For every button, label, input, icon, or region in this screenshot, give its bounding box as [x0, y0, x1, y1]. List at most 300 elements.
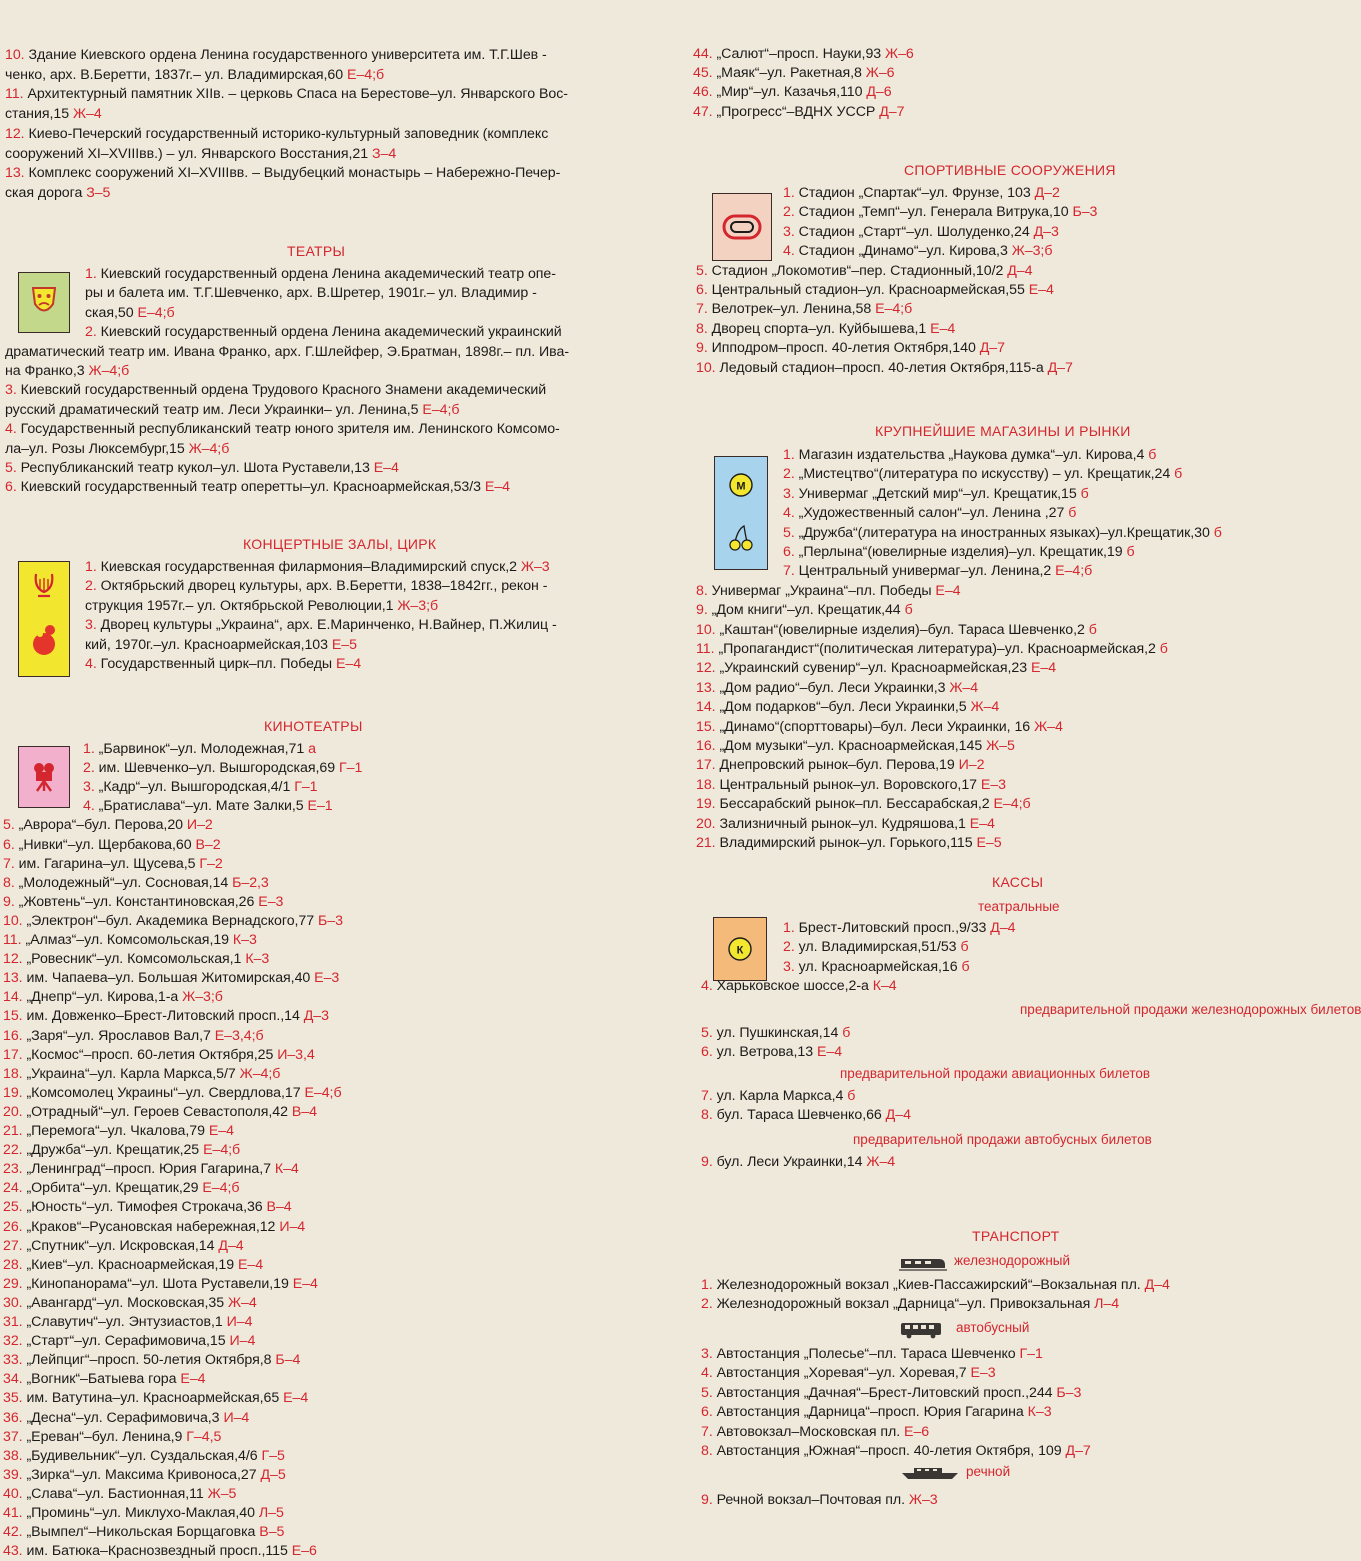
list-item	[3, 1332, 255, 1351]
item-text: „Нивки“–ул. Щербакова,60	[18, 836, 192, 853]
item-text: Харьковское шоссе,2-а	[716, 978, 869, 995]
item-text: Киевский государственный ордена Трудового Красного Знамени академический	[20, 382, 547, 399]
grid-reference: Д–4	[1007, 262, 1033, 279]
transport-sub-river: речной	[966, 1464, 1011, 1479]
list-item	[783, 524, 1222, 543]
grid-reference: Ж–3	[908, 1492, 938, 1508]
item-text: им. Шевченко–ул. Вышгородская,69	[98, 760, 336, 777]
list-item	[696, 679, 978, 698]
grid-reference: Д–3	[303, 1008, 329, 1025]
item-text: драматический театр им. Ивана Франко, арх. Г.Шлейфер, Э.Братман, 1898г.– пл. Ива-	[5, 343, 570, 360]
item-number: 2.	[783, 939, 795, 956]
kassy-sub-air: предварительной продажи авиационных билетов	[840, 1066, 1151, 1081]
grid-reference: Е–4	[816, 1044, 843, 1061]
item-number: 17.	[3, 1046, 23, 1063]
list-item	[3, 836, 221, 855]
item-number: 6.	[696, 282, 708, 298]
list-item	[3, 1256, 263, 1275]
item-text: Стадион „Локомотив“–пер. Стадионный,10/2	[711, 262, 1004, 279]
list-item	[5, 145, 396, 164]
section-title-sports: СПОРТИВНЫЕ СООРУЖЕНИЯ	[904, 162, 1116, 178]
item-text: Автостанция „Хоревая“–ул. Хоревая,7	[716, 1365, 967, 1382]
list-item	[696, 659, 1056, 678]
grid-reference: Е–4;б	[347, 66, 385, 83]
grid-reference: В–4	[291, 1103, 317, 1120]
grid-reference: З–4	[372, 145, 397, 162]
item-number: 35.	[3, 1390, 23, 1407]
grid-reference: Д–4	[990, 920, 1016, 936]
grid-reference: Е–3	[314, 970, 340, 987]
grid-reference: Е–4;б	[203, 1142, 241, 1159]
grid-reference: б	[961, 958, 970, 975]
grid-reference: б	[1159, 641, 1168, 657]
item-text: „Космос“–просп. 60-летия Октября,25	[26, 1046, 274, 1063]
section-title-transport: ТРАНСПОРТ	[972, 1228, 1060, 1244]
list-item	[696, 834, 1002, 853]
item-text: „Славутич“–ул. Энтузиастов,1	[26, 1314, 223, 1330]
section-title-cinemas: КИНОТЕАТРЫ	[264, 718, 363, 734]
item-text: „Братислава“–ул. Мате Залки,5	[98, 798, 304, 815]
grid-reference: Е–5	[976, 835, 1002, 851]
list-item	[85, 655, 361, 674]
list-item	[696, 281, 1054, 300]
item-number: 21.	[3, 1123, 23, 1139]
item-number: 7.	[3, 855, 15, 872]
grid-reference: Е–4	[930, 320, 956, 337]
item-number: 2.	[85, 324, 97, 341]
grid-reference: Д–2	[1034, 185, 1060, 201]
list-item	[3, 1466, 286, 1485]
list-item	[3, 1141, 240, 1160]
grid-reference: Е–1	[307, 798, 333, 815]
item-text: „Перлына“(ювелирные изделия)–ул. Крещатик,19	[798, 544, 1123, 560]
item-number: 11.	[3, 932, 22, 948]
list-item	[3, 1370, 206, 1389]
item-number: 10.	[696, 359, 716, 376]
item-text: им. Гагарина–ул. Щусева,5	[18, 855, 196, 872]
list-item	[696, 262, 1033, 281]
grid-reference: Ж–6	[885, 46, 914, 62]
grid-reference: Ж–4;б	[239, 1065, 281, 1082]
grid-reference: Ж–4	[866, 1154, 896, 1170]
item-text: русский драматический театр им. Леси Украинки– ул. Ленина,5	[5, 401, 419, 418]
grid-reference: В–2	[195, 836, 221, 853]
list-item	[3, 1237, 244, 1256]
list-item	[696, 621, 1097, 640]
item-text: „Электрон“–бул. Академика Вернадского,77	[26, 912, 315, 929]
svg-text:М: М	[736, 480, 746, 493]
item-text: Автостанция „Дарница“–просп. Юрия Гагарина	[716, 1404, 1024, 1421]
item-text: кий, 1970г.–ул. Красноармейская,103	[85, 636, 328, 653]
list-item	[696, 776, 1006, 795]
item-number: 40.	[3, 1485, 23, 1502]
grid-reference: Д–4	[218, 1237, 244, 1254]
item-text: „Дом книги“–ул. Крещатик,44	[711, 602, 901, 619]
list-item	[5, 125, 548, 144]
list-item	[783, 485, 1089, 504]
film-camera-icon	[29, 759, 59, 793]
item-number: 3.	[783, 958, 795, 975]
item-number: 29.	[3, 1275, 23, 1292]
item-text: „Кинопанорама“–ул. Шота Руставели,19	[26, 1275, 289, 1292]
item-text: Магазин издательства „Наукова думка“–ул. Кирова,4	[798, 447, 1145, 463]
grid-reference: б	[847, 1088, 856, 1104]
shops-legend-box	[714, 456, 768, 570]
list-item	[783, 203, 1097, 222]
grid-reference: Е–4;б	[993, 796, 1031, 813]
grid-reference: Б–2,3	[232, 874, 269, 891]
list-item	[693, 64, 895, 83]
item-number: 6.	[3, 836, 15, 853]
item-text: „Спутник“–ул. Искровская,14	[26, 1237, 215, 1254]
item-text: Железнодорожный вокзал „Киев-Пассажирский“–Вокзальная пл.	[716, 1277, 1141, 1293]
list-item	[3, 1065, 280, 1084]
item-number: 4.	[5, 421, 17, 438]
item-number: 3.	[83, 779, 95, 796]
item-text: „Дом музыки“–ул. Красноармейская,145	[719, 738, 983, 754]
grid-reference: В–4	[266, 1199, 292, 1216]
list-item	[696, 359, 1073, 378]
grid-reference: Ж–4	[949, 679, 979, 696]
item-text: Универмаг „Украина“–пл. Победы	[711, 582, 932, 599]
item-text: „Вымпел“–Никольская Борщаговка	[26, 1524, 256, 1541]
grid-reference: Е–5	[331, 636, 357, 653]
item-number: 15.	[696, 718, 716, 735]
item-text: „Киев“–ул. Красноармейская,19	[26, 1256, 235, 1273]
item-number: 6.	[783, 544, 795, 560]
item-text: „Ровесник“–ул. Комсомольская,1	[26, 951, 242, 968]
item-text: „Краков“–Русановская набережная,12	[26, 1218, 276, 1235]
kassy-sub-rail: предварительной продажи железнодорожных билетов	[1020, 1002, 1361, 1017]
item-number: 13.	[3, 970, 23, 987]
item-text: „Зирка“–ул. Максима Кривоноса,27	[26, 1466, 257, 1483]
item-text: „Художественный салон“–ул. Ленина ,27	[798, 505, 1065, 522]
grid-reference: Е–4	[208, 1123, 234, 1139]
list-item	[3, 1160, 299, 1179]
list-item	[783, 184, 1060, 203]
kassy-legend-box	[713, 917, 767, 981]
list-item	[5, 478, 510, 497]
list-item	[3, 874, 269, 893]
list-item	[5, 46, 547, 65]
list-item	[783, 446, 1156, 465]
item-number: 12.	[5, 125, 25, 142]
list-item	[3, 1007, 329, 1026]
item-text: им. Довженко–Брест-Литовский просп.,14	[26, 1008, 300, 1025]
grid-reference: б	[960, 939, 969, 956]
item-number: 25.	[3, 1199, 23, 1216]
item-text: ул. Красноармейская,16	[798, 958, 958, 975]
kassy-sub-bus: предварительной продажи автобусных билетов	[853, 1132, 1152, 1147]
item-text: „Мир“–ул. Казачья,110	[716, 84, 863, 101]
item-number: 7.	[783, 563, 795, 580]
list-item	[5, 420, 560, 439]
list-item	[85, 304, 175, 323]
item-number: 9.	[696, 340, 708, 357]
item-text: „Алмаз“–ул. Комсомольская,19	[25, 932, 230, 948]
item-text: Комплекс сооружений XI–XVIIIвв. – Выдубецкий монастырь – Набережно-Печер-	[28, 165, 561, 182]
list-item	[3, 1027, 264, 1046]
item-text: Киевский государственный ордена Ленина академический театр опе-	[100, 266, 556, 282]
item-text: „Аврора“–бул. Перова,20	[18, 817, 184, 834]
item-number: 2.	[783, 466, 795, 483]
item-text: „Динамо“(спорттовары)–бул. Леси Украинки, 16	[719, 718, 1031, 735]
grid-reference: Л–5	[258, 1505, 284, 1521]
list-item	[3, 988, 223, 1007]
grid-reference: б	[1126, 544, 1135, 560]
list-item	[701, 1276, 1170, 1295]
item-number: 17.	[696, 757, 716, 774]
item-text: Стадион „Спартак“–ул. Фрунзе, 103	[798, 185, 1031, 201]
list-item	[3, 1447, 285, 1466]
item-number: 42.	[3, 1524, 23, 1541]
item-text: Киево-Печерский государственный историко-культурный заповедник (комплекс	[28, 125, 549, 142]
item-number: 38.	[3, 1447, 23, 1464]
list-item	[3, 1046, 315, 1065]
grid-reference: Е–4	[969, 815, 995, 832]
item-number: 47.	[693, 103, 713, 120]
list-item	[696, 582, 961, 601]
item-text: ры и балета им. Т.Г.Шевченко, арх. В.Шретер, 1901г.– ул. Владимир -	[85, 285, 537, 302]
item-text: ская,50	[85, 304, 134, 321]
list-item	[701, 1403, 1052, 1422]
item-number: 4.	[85, 656, 97, 672]
item-text: им. Батюка–Краснозвездный просп.,115	[26, 1543, 288, 1560]
item-number: 18.	[3, 1065, 23, 1082]
item-number: 10.	[696, 621, 716, 638]
grid-reference: Е–4	[373, 460, 399, 476]
item-number: 6.	[5, 479, 17, 496]
item-text: „Дружба“(литература на иностранных языках)–ул.Крещатик,30	[798, 524, 1210, 541]
item-number: 28.	[3, 1256, 23, 1273]
item-text: Стадион „Темп“–ул. Генерала Витрука,10	[798, 204, 1069, 221]
bus-icon	[899, 1321, 943, 1339]
item-number: 39.	[3, 1466, 23, 1483]
list-item	[701, 1087, 855, 1106]
item-number: 1.	[83, 741, 95, 757]
grid-reference: Б–4	[275, 1352, 301, 1369]
list-item	[693, 45, 914, 64]
grid-reference: Е–4;б	[304, 1084, 342, 1101]
list-item	[696, 320, 955, 339]
list-item	[3, 1351, 300, 1370]
grid-reference: К–4	[274, 1161, 299, 1178]
theater-mask-icon	[29, 285, 59, 319]
item-text: „Прогресс“–ВДНХ УССР	[716, 103, 876, 120]
item-number: 43.	[3, 1543, 23, 1560]
item-number: 27.	[3, 1237, 23, 1254]
grid-reference: Е–4;б	[422, 401, 460, 418]
item-text: Зализничный рынок–ул. Кудряшова,1	[719, 815, 966, 832]
list-item	[3, 912, 343, 931]
item-number: 3.	[783, 223, 795, 240]
item-text: „Украина“–ул. Карла Маркса,5/7	[26, 1065, 236, 1082]
ship-icon	[900, 1465, 960, 1481]
item-text: ла–ул. Розы Люксембург,15	[5, 440, 185, 457]
circus-icon	[28, 622, 60, 658]
list-item	[693, 103, 904, 122]
grid-reference: Е–4	[935, 582, 961, 599]
list-item	[3, 1389, 308, 1408]
item-number: 4.	[701, 978, 713, 995]
grid-reference: Ж–4	[1034, 718, 1063, 735]
item-text: Железнодорожный вокзал „Дарница“–ул. Привокзальная	[716, 1296, 1091, 1313]
item-text: Велотрек–ул. Ленина,58	[711, 301, 872, 318]
list-item	[696, 640, 1168, 659]
item-text: струкция 1957г.– ул. Октябрьской Революции,1	[85, 597, 394, 614]
item-number: 2.	[701, 1296, 713, 1313]
list-item	[3, 1275, 318, 1294]
list-item	[83, 740, 316, 759]
item-number: 26.	[3, 1218, 23, 1235]
list-item	[3, 1294, 257, 1313]
item-text: „Будивельник“–ул. Суздальская,4/6	[26, 1447, 258, 1464]
item-text: стания,15	[5, 106, 70, 123]
grid-reference: б	[1213, 524, 1222, 541]
item-number: 20.	[696, 815, 716, 832]
item-text: Стадион „Старт“–ул. Шолуденко,24	[798, 223, 1030, 240]
item-number: 1.	[701, 1277, 713, 1293]
grid-reference: Б–3	[318, 912, 343, 929]
item-text: ул. Ветрова,13	[716, 1044, 814, 1061]
item-text: сооружений XI–XVIIIвв.) – ул. Январского Восстания,21	[5, 145, 369, 162]
grid-reference: Ж–3;б	[182, 989, 223, 1006]
grid-reference: Б–3	[1056, 1384, 1082, 1401]
list-item	[696, 698, 999, 717]
item-number: 31.	[3, 1314, 23, 1330]
list-item	[83, 759, 362, 778]
item-text: ул. Карла Маркса,4	[716, 1088, 844, 1104]
list-item	[696, 339, 1005, 358]
grid-reference: Г–2	[199, 855, 223, 872]
item-text: ченко, арх. В.Беретти, 1837г.– ул. Владимирская,60	[5, 66, 344, 83]
item-text: Центральный рынок–ул. Воровского,17	[719, 776, 977, 793]
kassy-sub-theatre: театральные	[978, 899, 1060, 914]
list-item	[701, 1442, 1091, 1461]
list-item	[5, 164, 560, 183]
grid-reference: Е–4	[335, 656, 362, 672]
svg-text:К: К	[736, 944, 744, 957]
item-number: 4.	[701, 1365, 713, 1382]
item-number: 5.	[3, 817, 15, 834]
grid-reference: а	[308, 741, 316, 757]
item-number: 4.	[783, 243, 795, 260]
list-item	[701, 1384, 1081, 1403]
list-item	[83, 778, 318, 797]
item-number: 7.	[701, 1088, 713, 1104]
list-item	[85, 636, 357, 655]
list-item	[783, 504, 1076, 523]
item-number: 14.	[696, 699, 716, 716]
item-text: Дворец культуры „Украина“, арх. Е.Маринченко, Н.Вайнер, П.Жилиц -	[100, 617, 557, 634]
grid-reference: Е–3	[970, 1365, 996, 1382]
item-number: 5.	[5, 460, 17, 476]
list-item	[693, 83, 892, 102]
list-item	[3, 816, 213, 835]
item-text: им. Чапаева–ул. Большая Житомирская,40	[26, 970, 311, 987]
grid-reference: б	[1148, 447, 1157, 463]
grid-reference: Г–4,5	[186, 1428, 222, 1445]
grid-reference: б	[1068, 505, 1077, 522]
grid-reference: Д–4	[1144, 1277, 1170, 1293]
item-text: „Старт“–ул. Серафимовича,15	[26, 1333, 226, 1350]
item-text: Центральный универмаг–ул. Ленина,2	[798, 563, 1052, 580]
item-text: „Комсомолец Украины“–ул. Свердлова,17	[26, 1084, 301, 1101]
item-text: „Барвинок“–ул. Молодежная,71	[98, 741, 305, 757]
item-text: Владимирский рынок–ул. Горького,115	[719, 835, 973, 851]
item-number: 10.	[5, 47, 25, 63]
list-item	[783, 938, 969, 957]
item-number: 2.	[85, 578, 97, 595]
grid-reference: И–4	[223, 1409, 250, 1426]
list-item	[3, 1542, 317, 1561]
grid-reference: Е–4	[1030, 660, 1057, 677]
grid-reference: Е–4;б	[875, 301, 913, 318]
item-number: 8.	[696, 582, 708, 599]
list-item	[3, 1313, 252, 1332]
item-text: „Отрадный“–ул. Героев Севастополя,42	[26, 1103, 288, 1120]
item-number: 13.	[5, 165, 25, 182]
grid-reference: К–3	[1027, 1404, 1052, 1421]
section-title-shops: КРУПНЕЙШИЕ МАГАЗИНЫ И РЫНКИ	[875, 423, 1131, 439]
sports-legend-box	[712, 193, 772, 261]
list-item	[3, 893, 283, 912]
item-text: Центральный стадион–ул. Красноармейская,55	[711, 282, 1025, 298]
item-number: 33.	[3, 1352, 23, 1369]
item-number: 9.	[3, 893, 15, 910]
ticket-k-icon	[727, 936, 753, 962]
theaters-legend-box	[18, 272, 70, 333]
grid-reference: Е–4;б	[202, 1180, 240, 1197]
item-text: „Ленинград“–просп. Юрия Гагарина,7	[26, 1161, 271, 1178]
item-number: 30.	[3, 1294, 23, 1311]
item-text: на Франко,3	[5, 363, 85, 379]
item-number: 3.	[783, 485, 795, 502]
list-item	[3, 969, 339, 988]
list-item	[5, 381, 546, 400]
grid-reference: Ж–6	[865, 65, 895, 82]
item-number: 2.	[783, 204, 795, 221]
item-number: 12.	[696, 660, 716, 677]
transport-sub-rail: железнодорожный	[954, 1253, 1071, 1268]
item-number: 1.	[85, 559, 97, 575]
item-number: 15.	[3, 1008, 23, 1025]
list-item	[3, 1179, 239, 1198]
list-item	[3, 1218, 305, 1237]
list-item	[696, 815, 995, 834]
list-item	[3, 855, 223, 874]
item-text: Государственный цирк–пл. Победы	[100, 656, 333, 672]
item-number: 9.	[701, 1154, 713, 1170]
list-item	[5, 85, 568, 104]
item-text: „Жовтень“–ул. Константиновская,26	[18, 893, 255, 910]
item-text: „Мистецтво“(литература по искусству) – ул. Крещатик,24	[798, 466, 1171, 483]
item-text: Речной вокзал–Почтовая пл.	[716, 1492, 905, 1508]
list-item	[85, 323, 562, 342]
item-number: 6.	[701, 1044, 713, 1061]
item-text: Автостанция „Дачная“–Брест-Литовский просп.,244	[716, 1384, 1053, 1401]
item-number: 5.	[701, 1025, 713, 1041]
grid-reference: К–4	[872, 978, 897, 995]
grid-reference: И–4	[279, 1218, 306, 1235]
grid-reference: Г–1	[338, 760, 363, 777]
list-item	[783, 242, 1052, 261]
list-item	[3, 1084, 342, 1103]
grid-reference: Д–4	[885, 1107, 911, 1124]
grid-reference: Д–7	[979, 340, 1005, 357]
grid-reference: Е–4	[484, 479, 511, 496]
item-text: „Проминь“–ул. Миклухо-Маклая,40	[26, 1505, 255, 1521]
